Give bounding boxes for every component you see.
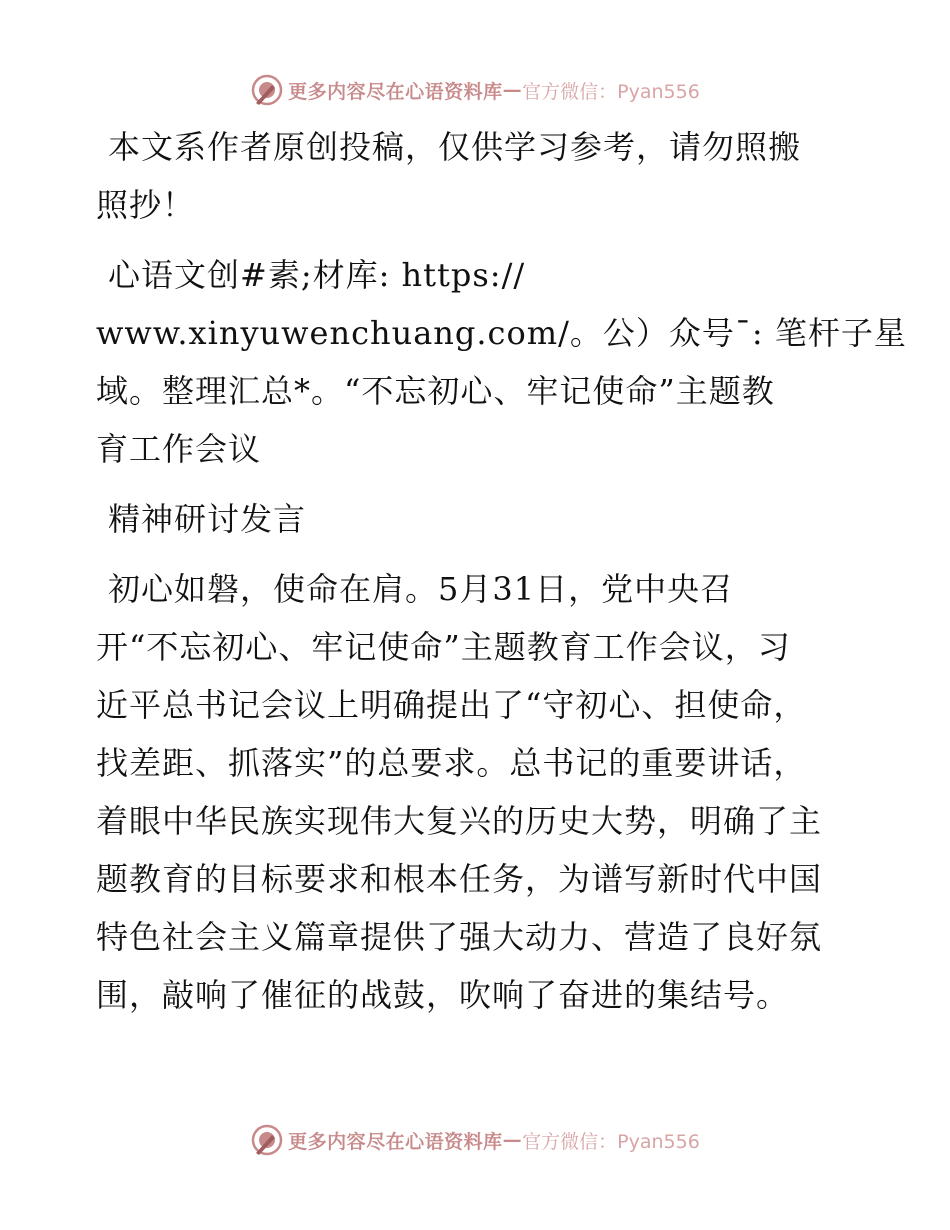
banner-dash: —: [502, 79, 523, 101]
text-line: www.xinyuwenchuang.com/。公）众号¯: 笔杆子星: [96, 314, 907, 352]
text-line: 开“不忘初心、牢记使命”主题教育工作会议，习: [96, 628, 791, 666]
text-line: 精神研讨发言: [108, 500, 307, 538]
body-paragraph: [96, 560, 856, 1024]
pen-logo-icon: [250, 73, 284, 107]
text-line: 本文系作者原创投稿，仅供学习参考，请勿照搬: [108, 128, 802, 166]
source-paragraph: [96, 246, 907, 478]
disclaimer-paragraph: [96, 118, 856, 234]
text-line: 照抄！: [96, 186, 196, 224]
text-line: 围，敲响了催征的战鼓，吹响了奋进的集结号。: [96, 976, 790, 1014]
text-line: 着眼中华民族实现伟大复兴的历史大势，明确了主: [96, 802, 823, 840]
text-line: 题教育的目标要求和根本任务，为谱写新时代中国: [96, 860, 823, 898]
subtitle-paragraph: [96, 490, 856, 548]
document-body: [96, 118, 907, 1024]
text-line: 育工作会议: [96, 430, 262, 468]
header-banner: [0, 68, 950, 112]
footer-banner: [0, 1118, 950, 1162]
text-line: 近平总书记会议上明确提出了“守初心、担使命，: [96, 686, 807, 724]
text-line: 域。整理汇总*。“不忘初心、牢记使命”主题教: [96, 372, 775, 410]
banner-dash: —: [502, 1129, 523, 1151]
banner-title: 更多内容尽在心语资料库: [288, 80, 503, 103]
text-line: 找差距、抓落实”的总要求。总书记的重要讲话，: [96, 744, 807, 782]
text-line: 心语文创#素;材库: https://: [108, 256, 526, 294]
text-line: 特色社会主义篇章提供了强大动力、营造了良好氛: [96, 918, 823, 956]
pen-logo-icon: [250, 1123, 284, 1157]
banner-contact: 官方微信：Pyan556: [522, 1130, 700, 1153]
banner-contact: 官方微信：Pyan556: [522, 80, 700, 103]
banner-title: 更多内容尽在心语资料库: [288, 1130, 503, 1153]
text-line: 初心如磐，使命在肩。5月31日，党中央召: [108, 570, 734, 608]
